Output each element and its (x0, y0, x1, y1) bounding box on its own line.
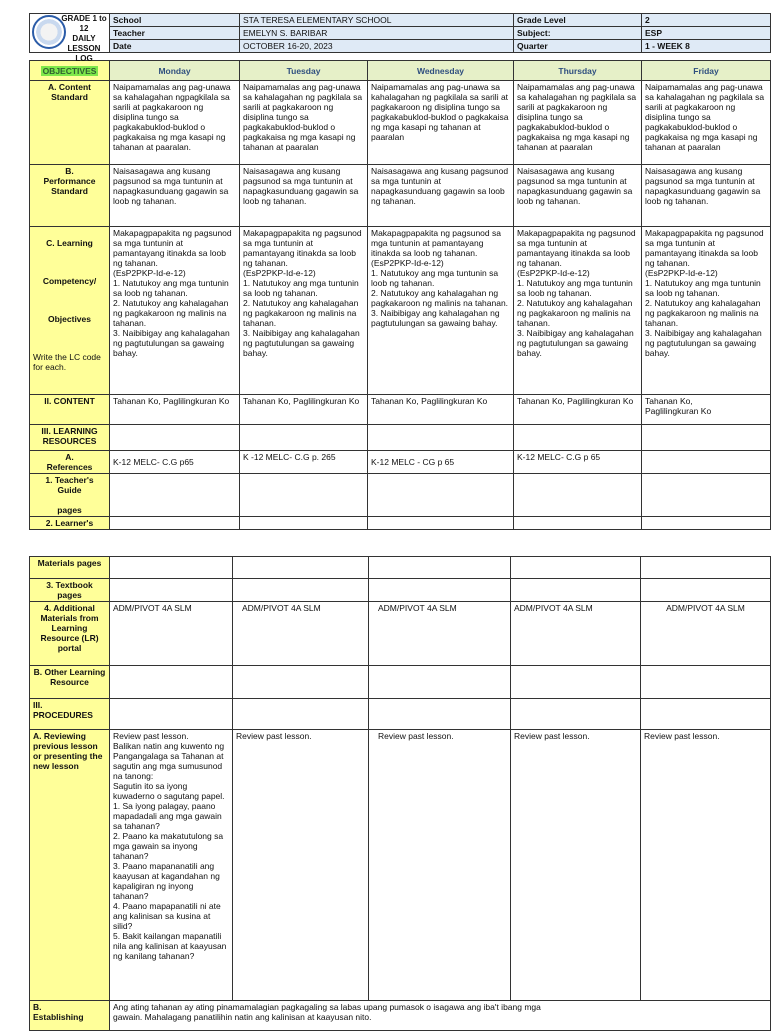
additional-materials-wednesday: ADM/PIVOT 4A SLM (369, 602, 511, 666)
content-tuesday: Tahanan Ko, Paglilingkuran Ko (240, 395, 368, 425)
table-row (30, 395, 771, 425)
empty-cell (233, 699, 369, 730)
references-label: A. References (30, 451, 110, 474)
empty-cell (110, 666, 233, 699)
subject-value: ESP (642, 27, 771, 40)
learning-competency-label (30, 227, 110, 395)
empty-cell (110, 425, 240, 451)
school-value: STA TERESA ELEMENTARY SCHOOL (240, 14, 514, 27)
empty-cell (233, 666, 369, 699)
content-standard-friday: Naipamamalas ang pag-unawa sa kahalagahan ng pagkilala sa sarili at pagkakaroon ng disiplina tungo sa pagkakabuklod-buklod o pagkakaisa ng mga kasapi ng tahanan at paaralan (642, 81, 771, 165)
empty-cell (641, 666, 771, 699)
performance-standard-friday: Naisasagawa ang kusang pagsunod sa mga tuntunin at napagkasunduang gagawin sa loob ng tahanan. (642, 165, 771, 227)
empty-cell (369, 666, 511, 699)
content-label: II. CONTENT (30, 395, 110, 425)
performance-standard-monday: Naisasagawa ang kusang pagsunod sa mga tuntunin at napagkasunduang gagawin sa loob ng tahanan. (110, 165, 240, 227)
table-row (30, 474, 771, 517)
teachers-guide-label: 1. Teacher's Guide pages (30, 474, 110, 517)
lc-label-line-2: Competency/ (42, 276, 97, 286)
lc-label-line-3: Objectives (48, 314, 91, 324)
empty-cell (514, 425, 642, 451)
school-label: School (110, 14, 240, 27)
references-thursday: K-12 MELC- C.G p 65 (514, 451, 642, 474)
empty-cell (642, 425, 771, 451)
performance-standard-wednesday: Naisasagawa ang kusang pagsunod sa mga tuntunin at napagkasunduang gagawin sa loob ng tahanan. (368, 165, 514, 227)
learning-competency-monday: Makapagpapakita ng pagsunod sa mga tuntunin at pamantayang itinakda sa loob ng tahanan. (EsP2PKP-Id-e-12) 1. Natutukoy ang mga tuntunin sa loob ng tahanan. 2. Natutukoy ang kahalagahan ng pagkakaroon ng malinis na tahanan. 3. Naibibigay ang kahalagahan ng pagtutulungan sa gawaing bahay. (110, 227, 240, 395)
header-title: GRADE 1 to 12 DAILY LESSON LOG (61, 14, 107, 63)
table-row (30, 557, 771, 579)
table-row (30, 451, 771, 474)
day-header-tuesday: Tuesday (240, 61, 368, 81)
learning-resources-label: III. LEARNING RESOURCES (30, 425, 110, 451)
empty-cell (240, 425, 368, 451)
empty-cell (511, 579, 641, 602)
table-row (30, 165, 771, 227)
references-wednesday: K-12 MELC - CG p 65 (368, 451, 514, 474)
quarter-value: 1 - WEEK 8 (642, 40, 771, 53)
subject-label: Subject: (514, 27, 642, 40)
table-row (30, 602, 771, 666)
day-header-wednesday: Wednesday (368, 61, 514, 81)
references-friday (642, 451, 771, 474)
table-row (30, 81, 771, 165)
empty-cell (511, 699, 641, 730)
empty-cell (240, 517, 368, 530)
additional-materials-label: 4. Additional Materials from Learning Resource (LR) portal (30, 602, 110, 666)
content-wednesday: Tahanan Ko, Paglilingkuran Ko (368, 395, 514, 425)
reviewing-wednesday: Review past lesson. (369, 730, 511, 1001)
content-standard-tuesday: Naipamamalas ang pag-unawa sa kahalagahan ng pagkilala sa sarili at pagkakaroon ng disiplina tungo sa pagkakabuklod-buklod o pagkakaisa ng mga kasapi ng tahanan at paaralan (240, 81, 368, 165)
learning-competency-wednesday: Makapagpapakita ng pagsunod sa mga tuntunin at pamantayang itinakda sa loob ng tahanan. (EsP2PKP-Id-e-12) 1. Natutukoy ang mga tuntunin sa loob ng tahanan. 2. Natutukoy ang kahalagahan ng pagkakaroon ng malinis na tahanan. 3. Naibibigay ang kahalagahan ng pagtutulungan sa gawaing bahay. (368, 227, 514, 395)
empty-cell (368, 474, 514, 517)
empty-cell (368, 517, 514, 530)
establishing-text: Ang ating tahanan ay ating pinamamalagian pagkagaling sa labas upang pumasok o isagawa ang iba't ibang mga gawain. Mahalagang panatilihin natin ang kalinisan at kaayusan nito. (110, 1001, 771, 1031)
empty-cell (233, 579, 369, 602)
empty-cell (369, 699, 511, 730)
table-row (30, 227, 771, 395)
learning-competency-friday: Makapagpapakita ng pagsunod sa mga tuntunin at pamantayang itinakda sa loob ng tahanan. (EsP2PKP-Id-e-12) 1. Natutukoy ang mga tuntunin sa loob ng tahanan. 2. Natutukoy ang kahalagahan ng pagkakaroon ng malinis na tahanan. 3. Naibibigay ang kahalagahan ng pagtutulungan sa gawaing bahay. (642, 227, 771, 395)
empty-cell (110, 517, 240, 530)
empty-cell (233, 557, 369, 579)
grade-level-label: Grade Level (514, 14, 642, 27)
learning-competency-tuesday: Makapagpapakita ng pagsunod sa mga tuntunin at pamantayang itinakda sa loob ng tahanan. (EsP2PKP-Id-e-12) 1. Natutukoy ang mga tuntunin sa loob ng tahanan. 2. Natutukoy ang kahalagahan ng pagkakaroon ng malinis na tahanan. 3. Naibibigay ang kahalagahan ng pagtutulungan sa gawaing bahay. (240, 227, 368, 395)
lesson-log-table-page1 (29, 13, 771, 530)
empty-cell (642, 474, 771, 517)
reviewing-label: A. Reviewing previous lesson or presenting the new lesson (30, 730, 110, 1001)
empty-cell (642, 517, 771, 530)
lesson-log-table-page2 (29, 556, 771, 1031)
learning-competency-thursday: Makapagpapakita ng pagsunod sa mga tuntunin at pamantayang itinakda sa loob ng tahanan. (EsP2PKP-Id-e-12) 1. Natutukoy ang mga tuntunin sa loob ng tahanan. 2. Natutukoy ang kahalagahan ng pagkakaroon ng malinis na tahanan. 3. Naibibigay ang kahalagahan ng pagtutulungan sa gawaing bahay. (514, 227, 642, 395)
content-thursday: Tahanan Ko, Paglilingkuran Ko (514, 395, 642, 425)
day-header-friday: Friday (642, 61, 771, 81)
performance-standard-thursday: Naisasagawa ang kusang pagsunod sa mga tuntunin at napagkasunduang gagawin sa loob ng tahanan. (514, 165, 642, 227)
reviewing-thursday: Review past lesson. (511, 730, 641, 1001)
references-monday: K-12 MELC- C.G p65 (110, 451, 240, 474)
empty-cell (511, 666, 641, 699)
additional-materials-thursday: ADM/PIVOT 4A SLM (511, 602, 641, 666)
grade-level-value: 2 (642, 14, 771, 27)
reviewing-friday: Review past lesson. (641, 730, 771, 1001)
empty-cell (641, 557, 771, 579)
table-row (30, 730, 771, 1001)
objectives-label: OBJECTIVES (42, 65, 97, 76)
reviewing-tuesday: Review past lesson. (233, 730, 369, 1001)
table-row (30, 1001, 771, 1031)
performance-standard-tuesday: Naisasagawa ang kusang pagsunod sa mga tuntunin at napagkasunduang gagawin sa loob ng tahanan. (240, 165, 368, 227)
table-row (30, 425, 771, 451)
table-row (30, 579, 771, 602)
other-learning-resource-label: B. Other Learning Resource (30, 666, 110, 699)
establishing-label: B. Establishing (30, 1001, 110, 1031)
textbook-label: 3. Textbook pages (30, 579, 110, 602)
procedures-label: III. PROCEDURES (30, 699, 110, 730)
empty-cell (641, 699, 771, 730)
teacher-label: Teacher (110, 27, 240, 40)
empty-cell (240, 474, 368, 517)
content-standard-label: A. Content Standard (30, 81, 110, 165)
day-header-thursday: Thursday (514, 61, 642, 81)
content-monday: Tahanan Ko, Paglilingkuran Ko (110, 395, 240, 425)
header-spacer (30, 53, 771, 61)
content-standard-monday: Naipamamalas ang pag-unawa sa kahalagahan ngpagkilala sa sarili at pagkakaroon ng disiplina tungo sa pagkakabuklod-buklod o pagkakaisa ng mga kasapi ng tahanan at paaralan. (110, 81, 240, 165)
empty-cell (514, 517, 642, 530)
references-tuesday: K -12 MELC- C.G p. 265 (240, 451, 368, 474)
additional-materials-friday: ADM/PIVOT 4A SLM (641, 602, 771, 666)
table-row (30, 699, 771, 730)
empty-cell (110, 579, 233, 602)
empty-cell (368, 425, 514, 451)
date-value: OCTOBER 16-20, 2023 (240, 40, 514, 53)
content-friday: Tahanan Ko, Paglilingkuran Ko (642, 395, 771, 425)
teacher-value: EMELYN S. BARIBAR (240, 27, 514, 40)
content-standard-wednesday: Naipamamalas ang pag-unawa sa kahalagahan ng pagkilala sa sarili at pagkakaroon ng disiplina tungo sa pagkakabuklod-buklod o pagkakaisa ng mga kasapi ng tahanan at paaralan (368, 81, 514, 165)
lc-sub-label: Write the LC code for each. (33, 352, 101, 372)
learners-materials-label-part2: Materials pages (30, 557, 110, 579)
empty-cell (110, 474, 240, 517)
empty-cell (514, 474, 642, 517)
date-label: Date (110, 40, 240, 53)
table-row (30, 517, 771, 530)
empty-cell (369, 579, 511, 602)
quarter-label: Quarter (514, 40, 642, 53)
header-logo-cell (30, 14, 110, 63)
empty-cell (641, 579, 771, 602)
empty-cell (110, 699, 233, 730)
reviewing-monday: Review past lesson. Balikan natin ang kuwento ng Pangangalaga sa Tahanan at sagutin ang mga sumusunod na tanong: Sagutin ito sa iyong kuwaderno o sagutang papel. 1. Sa iyong palagay, paano mapadadali ang mga gawain sa tahanan? 2. Paano ka makatutulong sa mga gawain sa inyong tahanan? 3. Paano mapananatili ang kaayusan at kagandahan ng kapaligiran ng inyong tahanan? 4. Paano mapapanatili ni ate ang kalinisan sa kusina at silid? 5. Bakit kailangan mapanatili nila ang kalinisan at kaayusan ng kanilang tahanan? (110, 730, 233, 1001)
empty-cell (369, 557, 511, 579)
content-standard-thursday: Naipamamalas ang pag-unawa sa kahalagahan ng pagkilala sa sarili at pagkakaroon ng disiplina tungo sa pagkakabuklod-buklod o pagkakaisa ng mga kasapi ng tahanan at paaralan (514, 81, 642, 165)
learners-materials-label-part1: 2. Learner's (30, 517, 110, 530)
performance-standard-label: B. Performance Standard (30, 165, 110, 227)
empty-cell (511, 557, 641, 579)
empty-cell (110, 557, 233, 579)
additional-materials-monday: ADM/PIVOT 4A SLM (110, 602, 233, 666)
additional-materials-tuesday: ADM/PIVOT 4A SLM (233, 602, 369, 666)
lc-label-line-1: C. Learning (46, 238, 93, 248)
day-header-monday: Monday (110, 61, 240, 81)
table-row (30, 666, 771, 699)
